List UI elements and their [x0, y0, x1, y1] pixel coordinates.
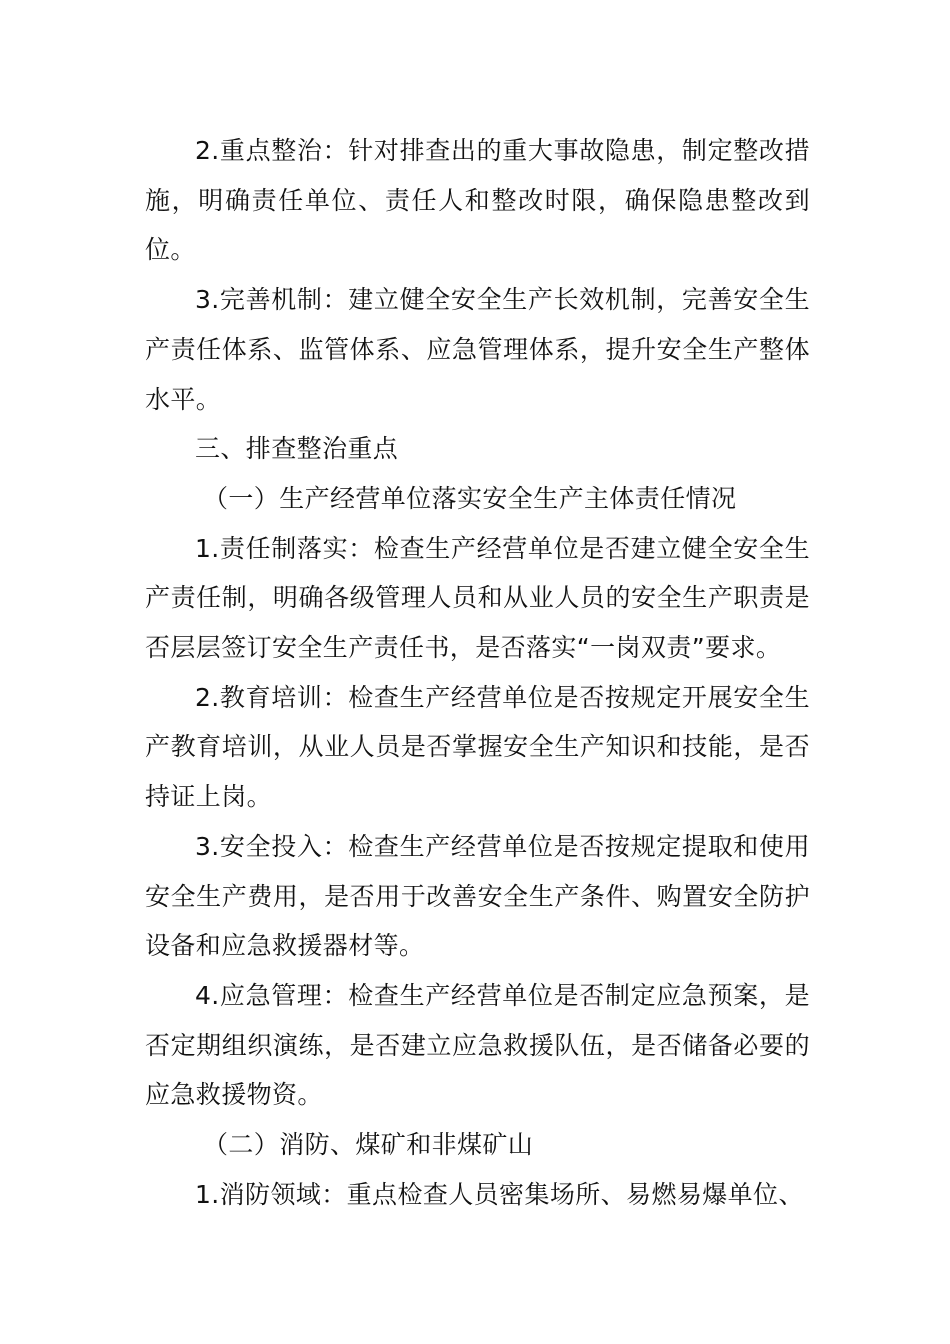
paragraph-responsibility-system: 1.责任制落实：检查生产经营单位是否建立健全安全生产责任制，明确各级管理人员和从业人员的安全生产职责是否层层签订安全生产责任书，是否落实“一岗双责”要求。: [145, 533, 810, 663]
section-heading-key-points: 三、排查整治重点: [195, 434, 399, 464]
paragraph-education-training: 2.教育培训：检查生产经营单位是否按规定开展安全生产教育培训，从业人员是否掌握安全生产知识和技能，是否持证上岗。: [145, 682, 810, 812]
paragraph-fire-field: 1.消防领域：重点检查人员密集场所、易燃易爆单位、: [195, 1179, 804, 1209]
paragraph-emergency-management: 4.应急管理：检查生产经营单位是否制定应急预案，是否定期组织演练，是否建立应急救援队伍，是否储备必要的应急救援物资。: [145, 980, 810, 1110]
paragraph-improve-mechanism: 3.完善机制：建立健全安全生产长效机制，完善安全生产责任体系、监管体系、应急管理体系，提升安全生产整体水平。: [145, 285, 810, 414]
paragraph-key-rectification: 2.重点整治：针对排查出的重大事故隐患，制定整改措施，明确责任单位、责任人和整改时限，确保隐患整改到位。: [145, 136, 810, 265]
paragraph-safety-investment: 3.安全投入：检查生产经营单位是否按规定提取和使用安全生产费用，是否用于改善安全生产条件、购置安全防护设备和应急救援器材等。: [145, 831, 810, 961]
document-page: [145, 126, 810, 1219]
subsection-heading-fire-mining: （二）消防、煤矿和非煤矿山: [203, 1130, 534, 1160]
subsection-heading-main-responsibility: （一）生产经营单位落实安全生产主体责任情况: [203, 483, 737, 513]
